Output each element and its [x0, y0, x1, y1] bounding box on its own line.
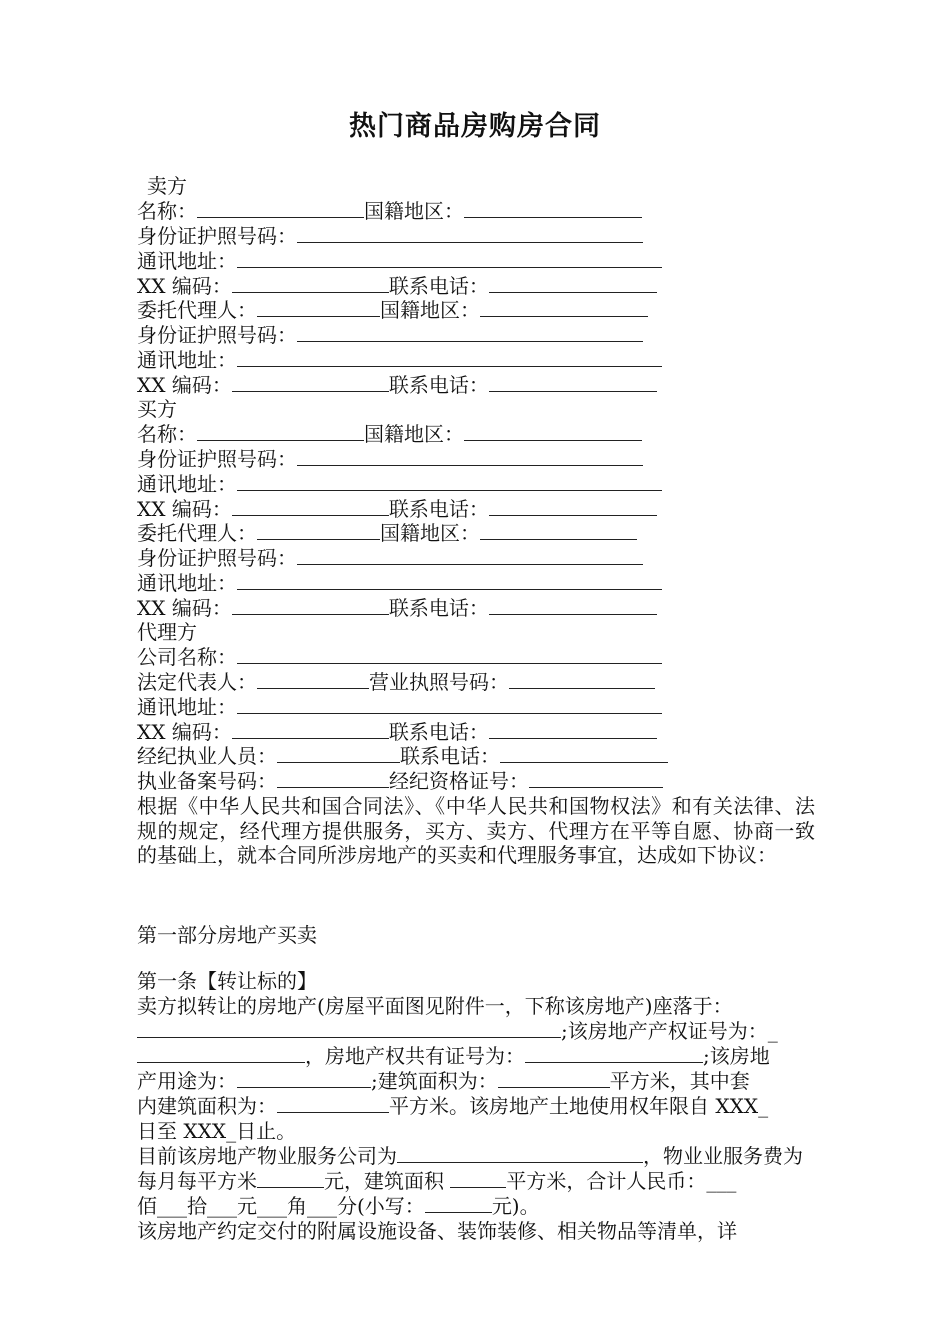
- seller-name-row: 名称： 国籍地区：: [137, 199, 642, 224]
- article-one-line-8: 每月每平方米 元，建筑面积 平方米，合计人民币：___: [137, 1169, 737, 1193]
- buyer-name-row: 名称： 国籍地区：: [137, 422, 642, 447]
- article-one-line-6: 日至 XXX_日止。: [137, 1119, 297, 1143]
- seller-agent-postcode-row: XX 编码： 联系电话：: [137, 373, 657, 398]
- part-one-heading: 第一部分房地产买卖: [137, 923, 317, 947]
- article-one-heading: 第一条【转让标的】: [137, 969, 317, 993]
- article-one-line-5: 内建筑面积为： 平方米。该房地产土地使用权年限自 XXX_: [137, 1094, 769, 1118]
- article-one-line-2: ;该房地产产权证号为：_: [137, 1019, 778, 1044]
- seller-agent-row: 委托代理人： 国籍地区：: [137, 298, 648, 323]
- agency-company-row: 公司名称：: [137, 645, 662, 670]
- article-one-line-3: ，房地产权共有证号为： ;该房地: [137, 1044, 770, 1069]
- article-one-line-10: 该房地产约定交付的附属设施设备、装饰装修、相关物品等清单，详: [137, 1219, 737, 1243]
- seller-address-row: 通讯地址：: [137, 249, 662, 274]
- article-one-line-1: 卖方拟转让的房地产(房屋平面图见附件一，下称该房地产)座落于：: [137, 994, 733, 1018]
- buyer-postcode-row: XX 编码： 联系电话：: [137, 497, 657, 522]
- agency-record-row: 执业备案号码： 经纪资格证号：: [137, 769, 663, 794]
- buyer-agent-address-row: 通讯地址：: [137, 571, 662, 596]
- seller-postcode-row: XX 编码： 联系电话：: [137, 274, 657, 299]
- buyer-address-row: 通讯地址：: [137, 472, 662, 497]
- agency-address-row: 通讯地址：: [137, 695, 662, 720]
- agency-broker-row: 经纪执业人员： 联系电话：: [137, 744, 668, 769]
- preamble-paragraph: 根据《中华人民共和国合同法》、《中华人民共和国物权法》和有关法律、法规的规定，经代理方提供服务，买方、卖方、代理方在平等自愿、协商一致的基础上，就本合同所涉房地产的买卖和代理服务事宜，达成如下协议：: [137, 794, 815, 868]
- buyer-agent-postcode-row: XX 编码： 联系电话：: [137, 596, 657, 621]
- buyer-agent-row: 委托代理人： 国籍地区：: [137, 521, 637, 546]
- agency-legal-rep-row: 法定代表人： 营业执照号码：: [137, 670, 655, 695]
- seller-heading: 卖方: [147, 174, 187, 198]
- agency-postcode-row: XX 编码： 联系电话：: [137, 720, 657, 745]
- seller-agent-id-row: 身份证护照号码：: [137, 323, 643, 348]
- seller-agent-address-row: 通讯地址：: [137, 348, 662, 373]
- buyer-agent-id-row: 身份证护照号码：: [137, 546, 643, 571]
- document-title: 热门商品房购房合同: [349, 111, 601, 142]
- article-one-line-7: 目前该房地产物业服务公司为 ，物业业服务费为: [137, 1144, 803, 1168]
- article-one-line-4: 产用途为： ;建筑面积为： 平方米，其中套: [137, 1069, 750, 1093]
- seller-id-row: 身份证护照号码：: [137, 224, 643, 249]
- article-one-line-9: 佰___拾___元___角___分(小写： 元)。: [137, 1194, 540, 1218]
- agency-heading: 代理方: [137, 620, 197, 644]
- buyer-id-row: 身份证护照号码：: [137, 447, 643, 472]
- buyer-heading: 买方: [137, 397, 177, 421]
